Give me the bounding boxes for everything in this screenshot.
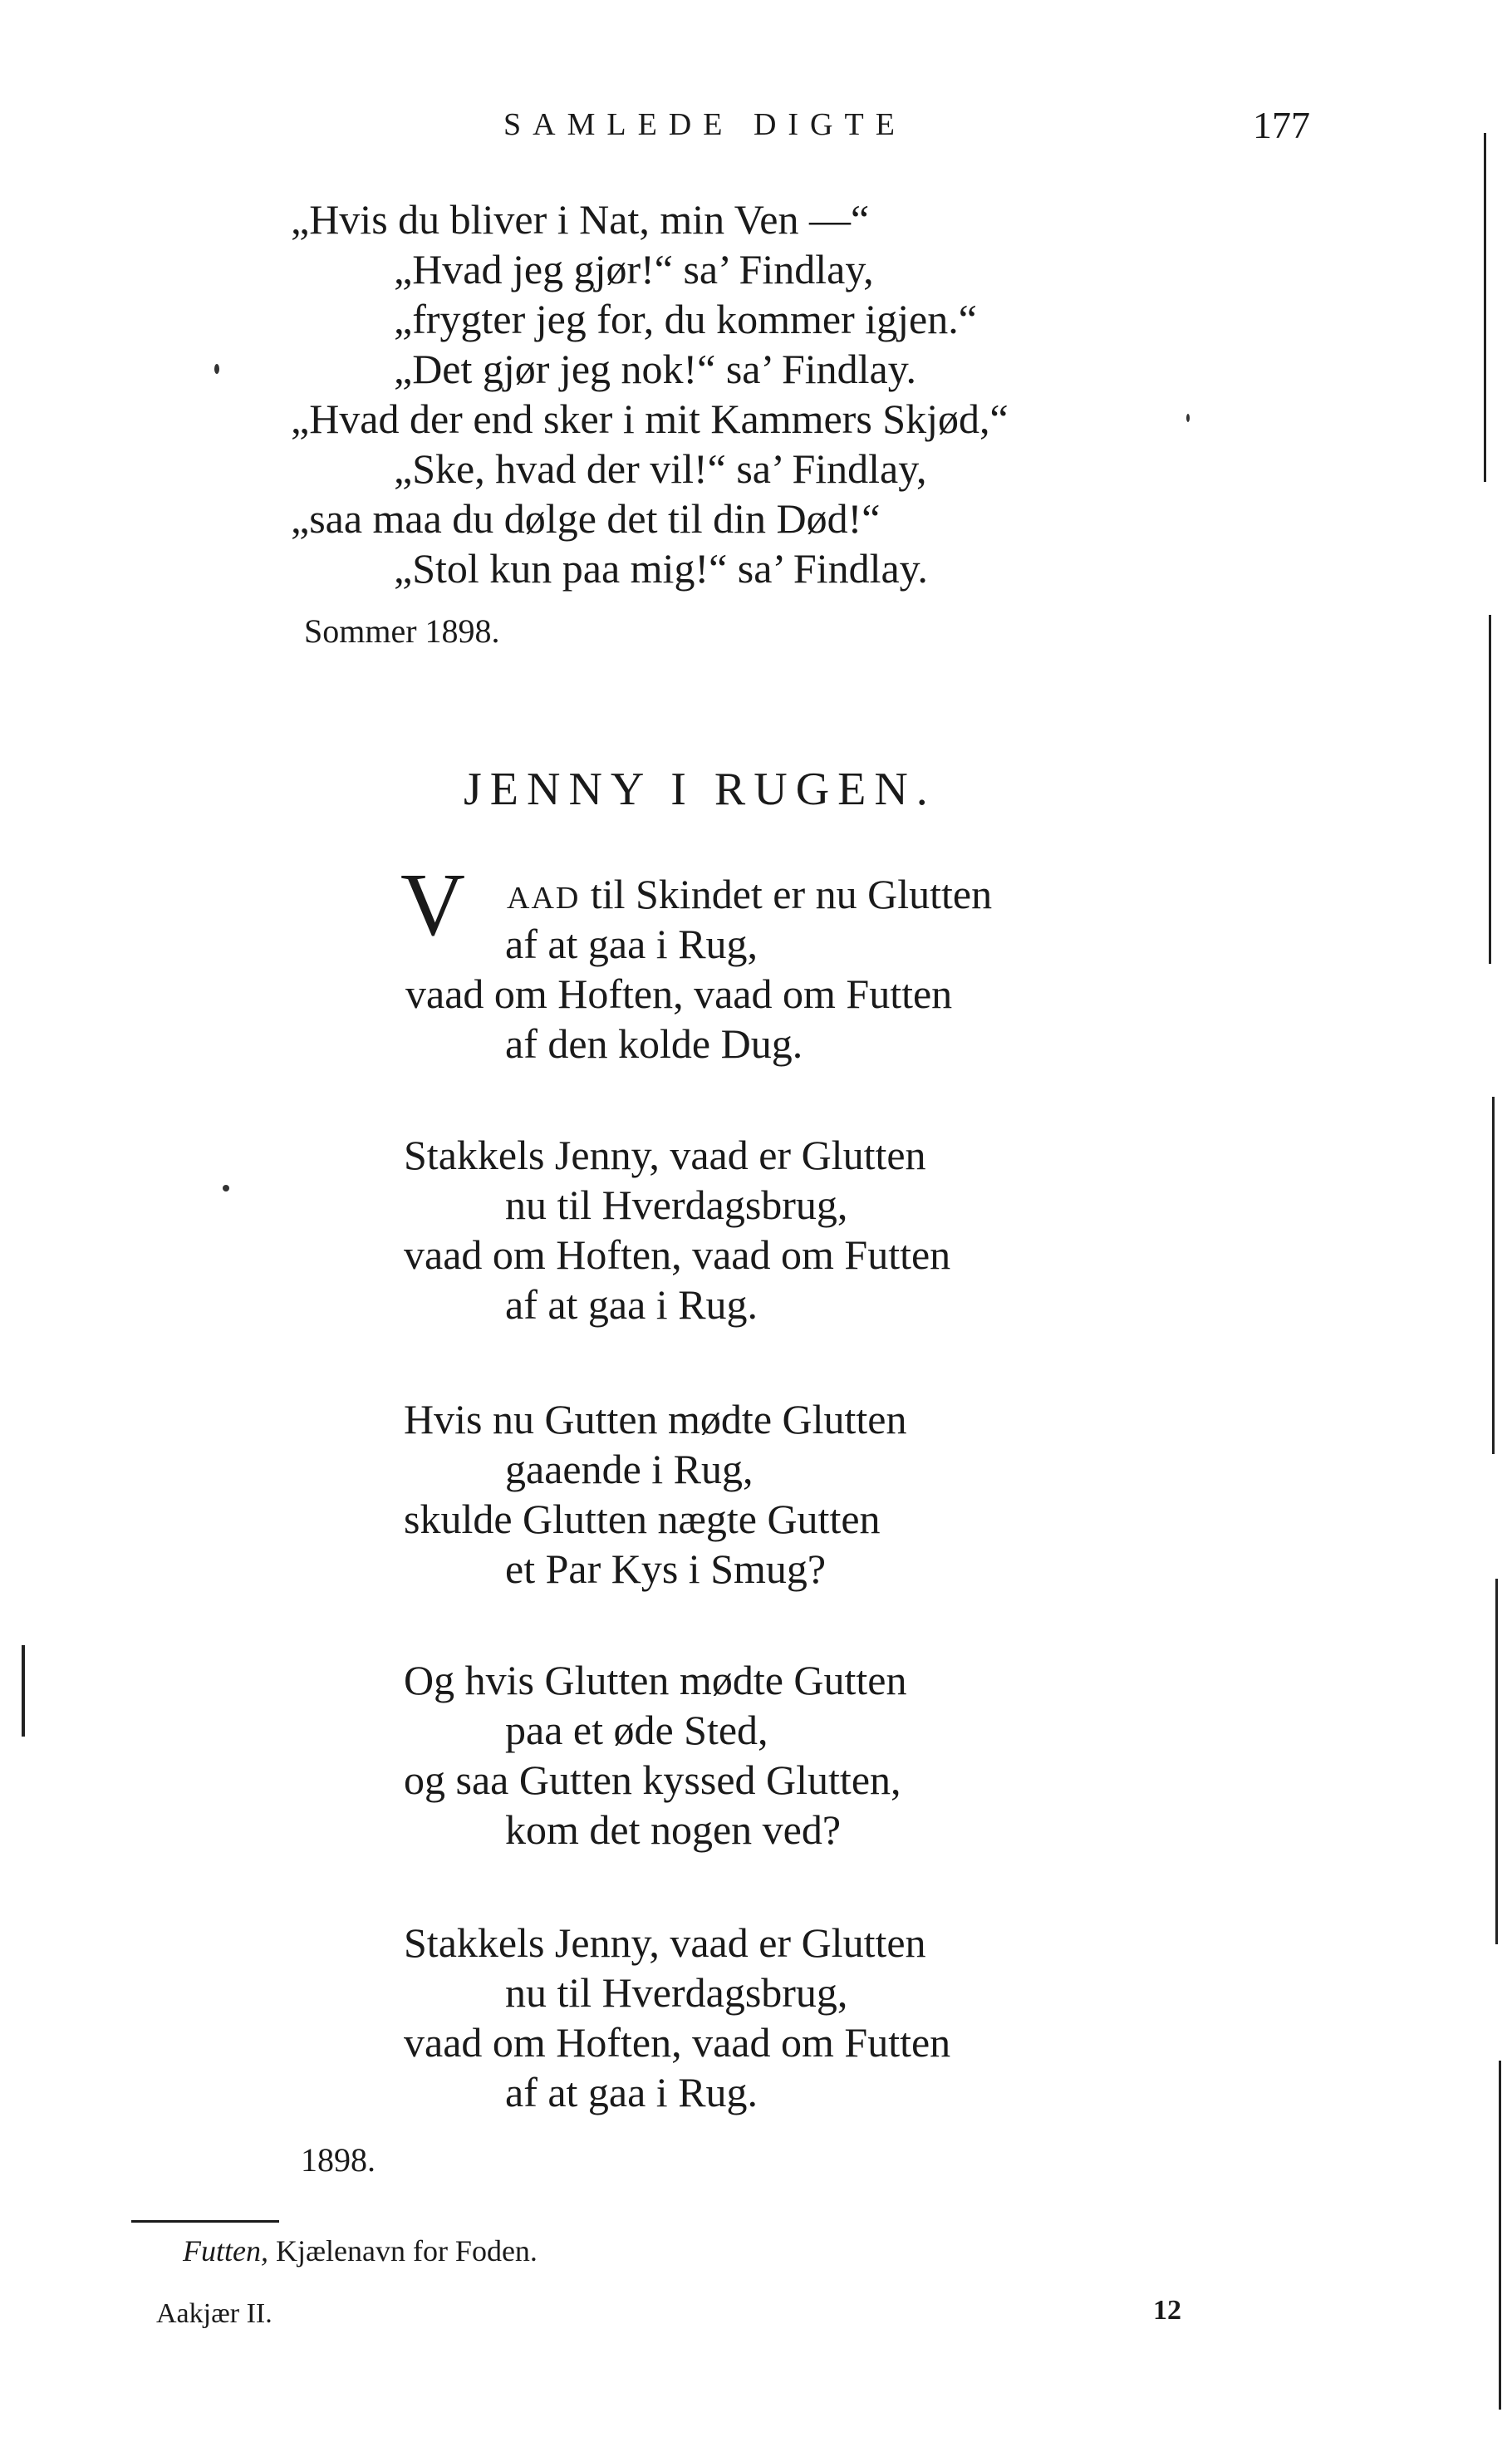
verse-line: nu til Hverdagsbrug,	[505, 1969, 848, 2016]
verse-line-first	[507, 871, 992, 921]
scan-speck	[223, 1185, 229, 1191]
verse-line: kom det nogen ved?	[505, 1806, 842, 1853]
verse-line: Stakkels Jenny, vaad er Glutten	[404, 1132, 926, 1178]
drop-cap: V	[400, 856, 465, 955]
page-edge-shadow	[1495, 1579, 1498, 1944]
running-header: SAMLEDE DIGTE	[503, 107, 906, 142]
verse-line: af at gaa i Rug.	[505, 2069, 758, 2115]
sheet-number: 12	[1153, 2295, 1181, 2326]
page-edge-shadow	[1492, 1097, 1495, 1454]
verse-line: af at gaa i Rug,	[505, 921, 758, 967]
verse-line: „Hvis du bliver i Nat, min Ven —“	[291, 196, 870, 243]
verse-line: Hvis nu Gutten mødte Glutten	[404, 1396, 907, 1442]
verse-line: „Det gjør jeg nok!“ sa’ Findlay.	[394, 346, 916, 392]
verse-line: skulde Glutten nægte Gutten	[404, 1496, 881, 1542]
page-number: 177	[1253, 104, 1310, 146]
poem-title: JENNY I RUGEN.	[464, 764, 936, 815]
verse-line: Stakkels Jenny, vaad er Glutten	[404, 1919, 926, 1966]
signature-mark: Aakjær II.	[156, 2298, 272, 2329]
verse-line: „saa maa du dølge det til din Død!“	[291, 495, 881, 542]
verse-line: nu til Hverdagsbrug,	[505, 1182, 848, 1228]
verse-line: gaaende i Rug,	[505, 1446, 754, 1492]
first-line-rest: til Skindet er nu Glutten	[580, 871, 993, 917]
verse-line: paa et øde Sted,	[505, 1707, 768, 1753]
verse-line: vaad om Hoften, vaad om Futten	[404, 2019, 951, 2066]
verse-line: „Hvad jeg gjør!“ sa’ Findlay,	[394, 246, 874, 292]
verse-line: vaad om Hoften, vaad om Futten	[404, 1231, 951, 1278]
verse-line: „frygter jeg for, du kommer igjen.“	[394, 296, 977, 342]
verse-line: et Par Kys i Smug?	[505, 1545, 827, 1592]
binding-mark	[22, 1645, 25, 1737]
first-word-smallcaps: AAD	[507, 881, 581, 916]
scan-speck	[1186, 414, 1190, 422]
page-edge-shadow	[1489, 615, 1491, 964]
verse-line: „Stol kun paa mig!“ sa’ Findlay.	[394, 545, 928, 592]
verse-line: og saa Gutten kyssed Glutten,	[404, 1757, 901, 1803]
verse-line: „Ske, hvad der vil!“ sa’ Findlay,	[394, 445, 927, 492]
verse-line: af at gaa i Rug.	[505, 1281, 758, 1328]
verse-line: Og hvis Glutten mødte Gutten	[404, 1657, 907, 1703]
page-edge-shadow	[1484, 133, 1486, 482]
footnote	[183, 2233, 538, 2268]
verse-line: vaad om Hoften, vaad om Futten	[405, 970, 953, 1017]
footnote-term: Futten,	[183, 2234, 268, 2267]
footnote-text: Kjælenavn for Foden.	[268, 2234, 538, 2267]
scan-speck	[214, 364, 219, 374]
footnote-rule	[131, 2220, 279, 2223]
poem-date: 1898.	[301, 2141, 376, 2179]
poem-date: Sommer 1898.	[304, 612, 500, 650]
verse-line: af den kolde Dug.	[505, 1020, 803, 1067]
page-edge-shadow	[1499, 2061, 1501, 2410]
verse-line: „Hvad der end sker i mit Kammers Skjød,“	[291, 396, 1009, 442]
